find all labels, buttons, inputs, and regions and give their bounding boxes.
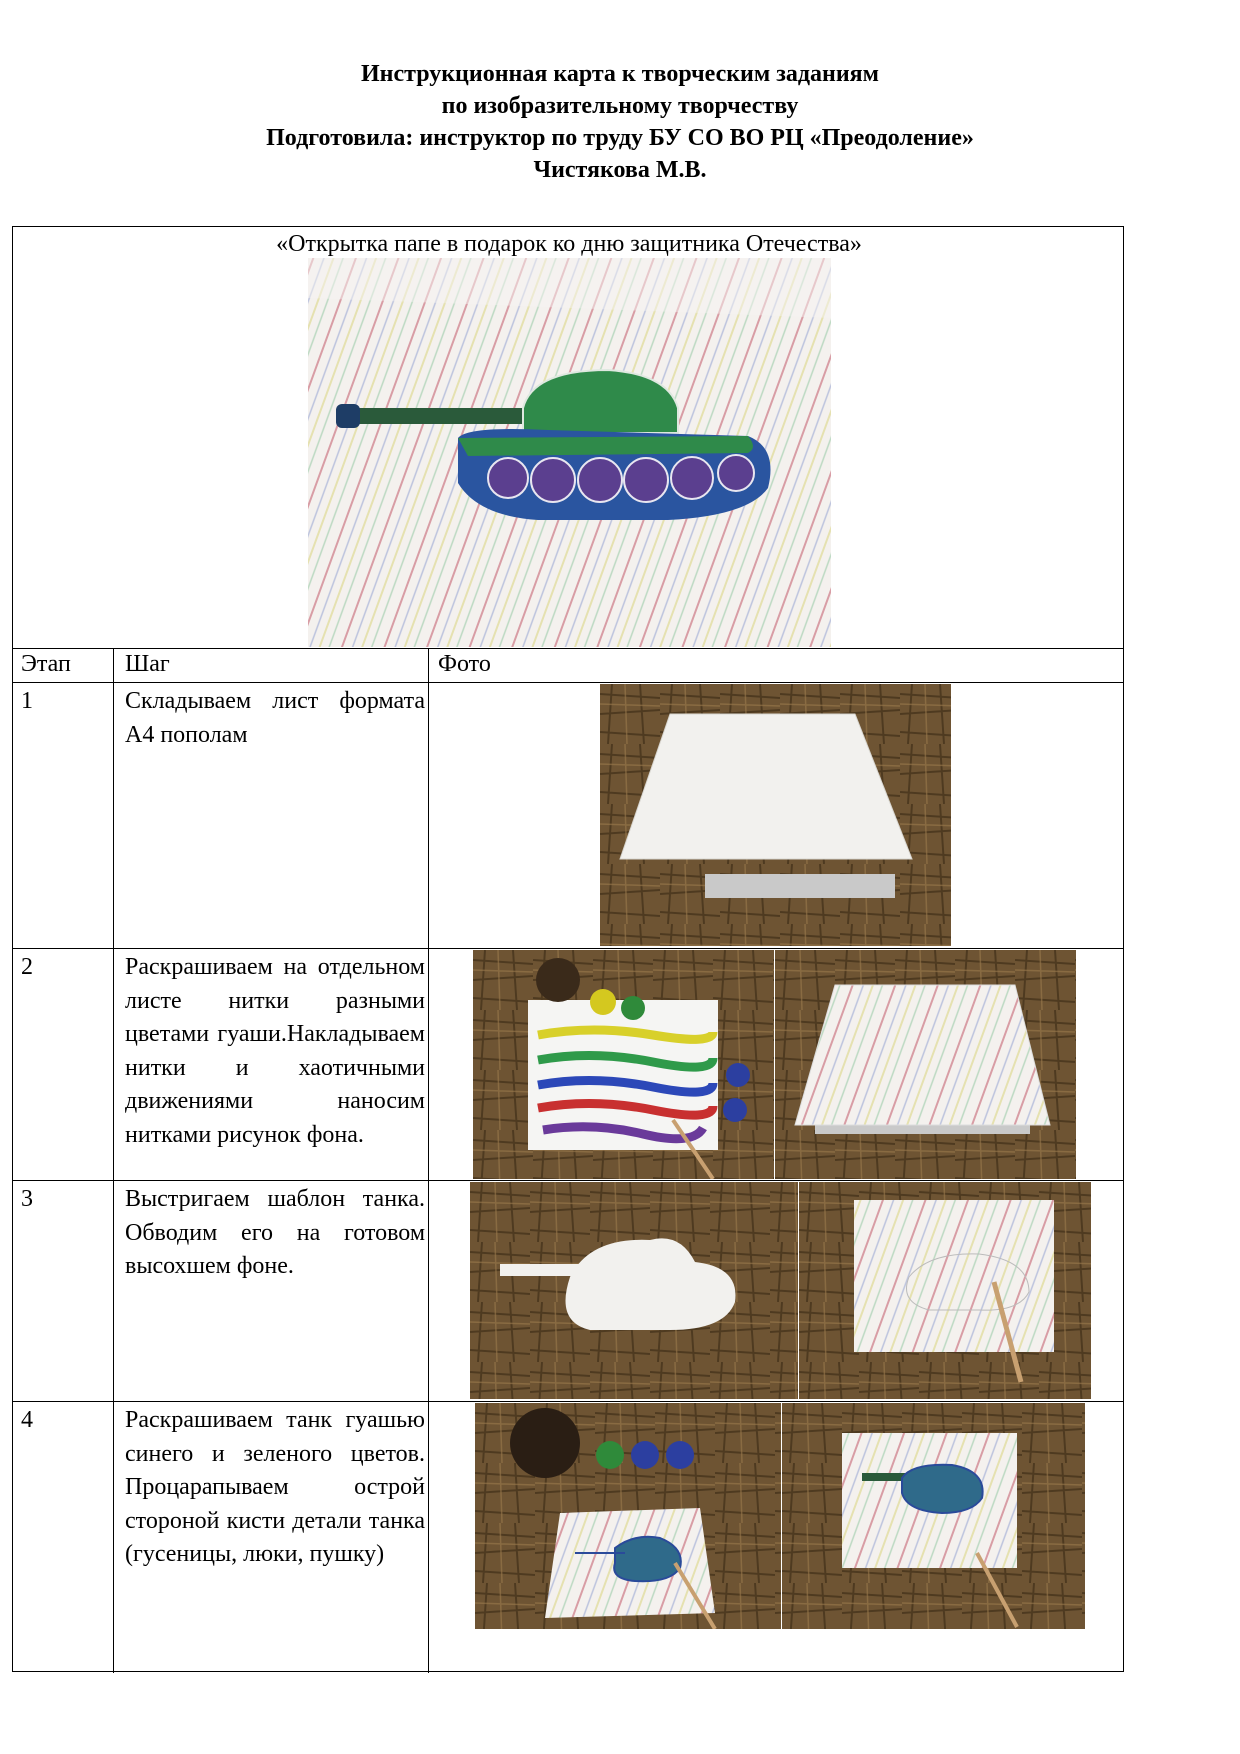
table-divider [13, 1180, 1123, 1181]
card-title: «Открытка папе в подарок ко дню защитника Отечества» [276, 231, 862, 257]
stage-number: 1 [21, 688, 33, 714]
folded-a4-sheet-photo [600, 684, 951, 946]
finished-tank-card-photo [308, 258, 831, 647]
table-divider [13, 1401, 1123, 1402]
tracing-template-photo [799, 1182, 1091, 1399]
tank-template-photo [470, 1182, 798, 1399]
header-author-org: Подготовила: инструктор по труду БУ СО ВО РЦ «Преодоление» [266, 125, 974, 151]
column-header-photo: Фото [438, 651, 491, 677]
header-title: Инструкционная карта к творческим заданиям [360, 61, 880, 87]
painting-tank-photo [475, 1403, 781, 1629]
column-header-step: Шаг [125, 651, 170, 677]
step-description: Раскрашиваем на отдельном листе нитки разными цветами гуаши.Накладываем нитки и хаотичными движениями наносим нитками рисунок фона. [125, 954, 425, 1148]
stage-number: 3 [21, 1186, 33, 1212]
stage-number: 2 [21, 954, 33, 980]
instruction-table [12, 226, 1124, 1672]
step-description: Складываем лист формата А4 пополам [125, 688, 425, 748]
document-header [0, 58, 1240, 186]
table-divider [13, 648, 1123, 649]
finished-card-on-table-photo [782, 1403, 1085, 1629]
stage-number: 4 [21, 1407, 33, 1433]
table-divider [13, 682, 1123, 683]
column-divider [428, 648, 429, 1673]
table-divider [13, 948, 1123, 949]
header-author-name: Чистякова М.В. [533, 157, 707, 183]
header-subtitle: по изобразительному творчеству [441, 93, 799, 119]
step-description: Раскрашиваем танк гуашью синего и зеленого цветов. Процарапываем острой стороной кисти детали танка (гусеницы, люки, пушку) [125, 1407, 425, 1567]
step-description: Выстригаем шаблон танка. Обводим его на готовом высохшем фоне. [125, 1186, 425, 1279]
column-divider [113, 648, 114, 1673]
thread-background-photo [775, 950, 1076, 1179]
column-header-stage: Этап [21, 651, 71, 677]
painted-threads-photo [473, 950, 774, 1179]
